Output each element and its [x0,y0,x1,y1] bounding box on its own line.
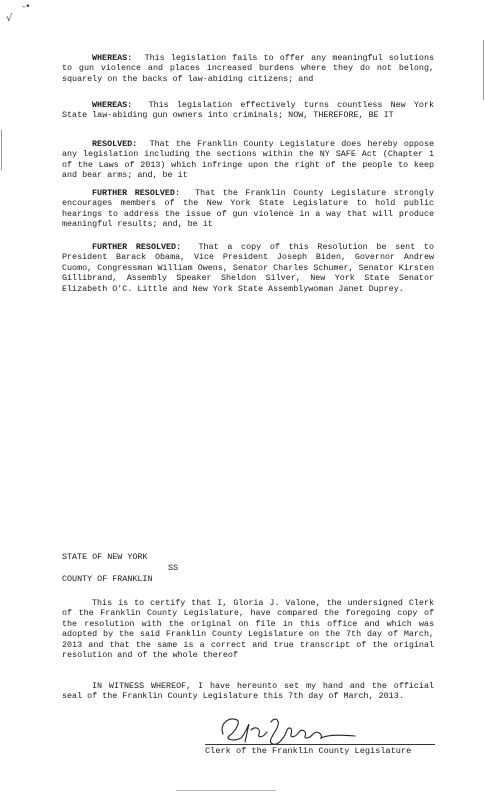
scan-edge [176,790,276,791]
witness-paragraph [62,681,434,702]
paragraph-text: This legislation effectively turns countless New York State law-abiding gun owners into criminals; NOW, THEREFORE, BE IT [62,100,434,121]
scan-edge [483,40,484,100]
venue-county: COUNTY OF FRANKLIN [62,574,153,584]
paragraph-lead: FURTHER RESOLVED: [92,242,182,252]
paragraph-lead: WHEREAS: [92,53,133,63]
certification-text: This is to certify that I, Gloria J. Valone, the undersigned Clerk of the Franklin County Legislature, have compared the foregoing copy of the resolution with the original on file in this office and which was adopted by the said Franklin County Legislature on the 7th day of March, 2013 and that the same is a correct and true transcript of the original resolution and of the whole thereof [62,598,434,661]
paragraph-lead: FURTHER RESOLVED: [92,188,180,198]
signature-line [205,744,435,745]
corner-dot-mark: -• [22,2,31,12]
paragraph-lead: RESOLVED: [92,139,138,149]
corner-check-mark: √ [6,13,13,24]
paragraph-lead: WHEREAS: [92,100,133,110]
venue-state: STATE OF NEW YORK [62,552,148,562]
resolved-paragraph [62,139,434,181]
witness-text: IN WITNESS WHEREOF, I have hereunto set my hand and the official seal of the Franklin County Legislature this 7th day of March, 2013. [62,681,434,702]
paragraph-text: That the Franklin County Legislature does hereby oppose any legislation including the sections within the NY SAFE Act (Chapter 1 of the Laws of 2013) which infringe upon the right of the people to keep and bear arms; and, be it [62,139,434,181]
further-resolved-paragraph-1 [62,188,434,230]
certification-paragraph [62,598,434,660]
scan-edge [1,130,2,170]
venue-ss: SS [168,563,179,573]
further-resolved-paragraph-2 [62,242,434,294]
signature-title: Clerk of the Franklin County Legislature [205,746,412,756]
paragraph-text: That the Franklin County Legislature strongly encourages members of the New York State Legislature to hold public hearings to address the issue of gun violence in a way that will produce meaningful results; and, be it [62,188,434,230]
whereas-paragraph-1 [62,53,434,84]
paragraph-text: That a copy of this Resolution be sent to President Barack Obama, Vice President Joseph Biden, Governor Andrew Cuomo, Congressman William Owens, Senator Charles Schumer, Senator Kirsten Gillibrand, Assembly Speaker Sheldon Silver, New York State Senator Elizabeth O'C. Little and New York State Assemblywoman Janet Duprey. [62,242,434,294]
whereas-paragraph-2 [62,100,434,121]
handwritten-signature [215,712,365,748]
paragraph-text: This legislation fails to offer any meaningful solutions to gun violence and places increased burdens where they do not belong, squarely on the backs of law-abiding citizens; and [62,53,434,84]
